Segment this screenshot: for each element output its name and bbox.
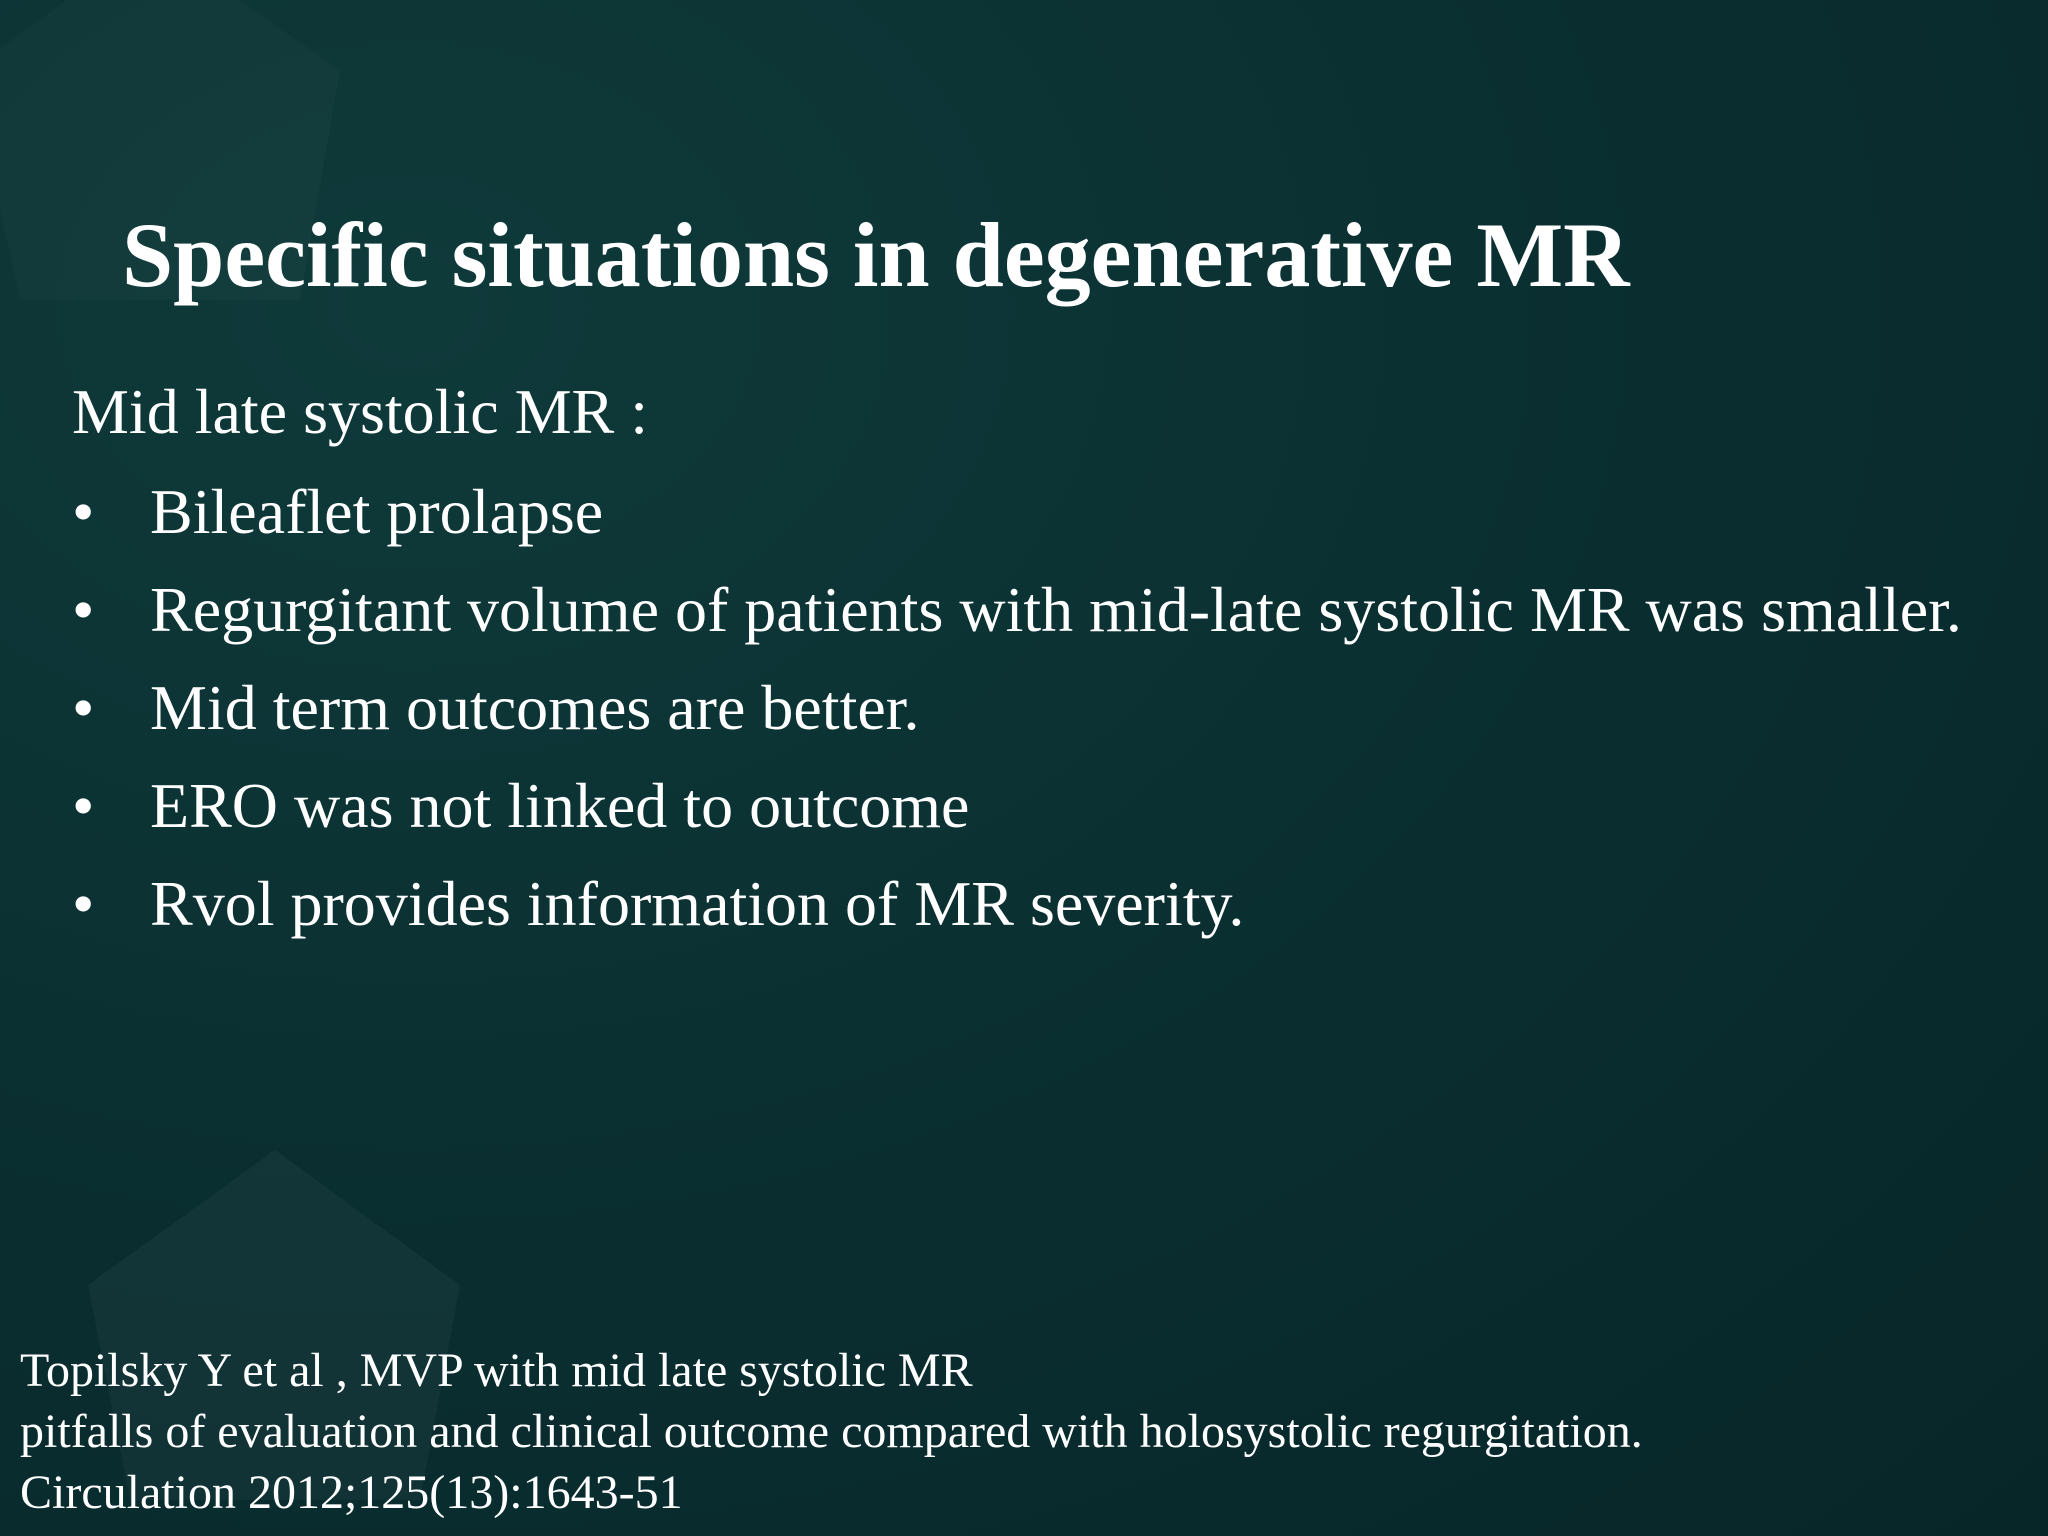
bullet-item — [72, 864, 1972, 944]
intro-line: Mid late systolic MR : — [72, 376, 648, 447]
bullet-item — [72, 668, 1972, 748]
bullet-marker: • — [72, 672, 95, 743]
citation-line-1: Topilsky Y et al , MVP with mid late systolic MR — [20, 1344, 973, 1397]
bullet-marker: • — [72, 868, 95, 939]
bullet-marker: • — [72, 476, 95, 547]
bullet-item — [72, 766, 1972, 846]
citation-line-3: Circulation 2012;125(13):1643-51 — [20, 1466, 683, 1519]
bullet-text: Rvol provides information of MR severity. — [150, 868, 1245, 939]
bullet-marker: • — [72, 770, 95, 841]
citation — [20, 1340, 1643, 1523]
bullet-list — [72, 472, 1972, 962]
bullet-text: Mid term outcomes are better. — [150, 672, 920, 743]
bullet-text: ERO was not linked to outcome — [150, 770, 970, 841]
slide-title: Specific situations in degenerative MR — [122, 204, 1630, 306]
bullet-item — [72, 570, 1972, 650]
bullet-text: Regurgitant volume of patients with mid-late systolic MR was smaller. — [150, 574, 1962, 645]
bullet-item — [72, 472, 1972, 552]
citation-line-2: pitfalls of evaluation and clinical outcome compared with holosystolic regurgitation. — [20, 1405, 1643, 1458]
bullet-marker: • — [72, 574, 95, 645]
bullet-text: Bileaflet prolapse — [150, 476, 604, 547]
